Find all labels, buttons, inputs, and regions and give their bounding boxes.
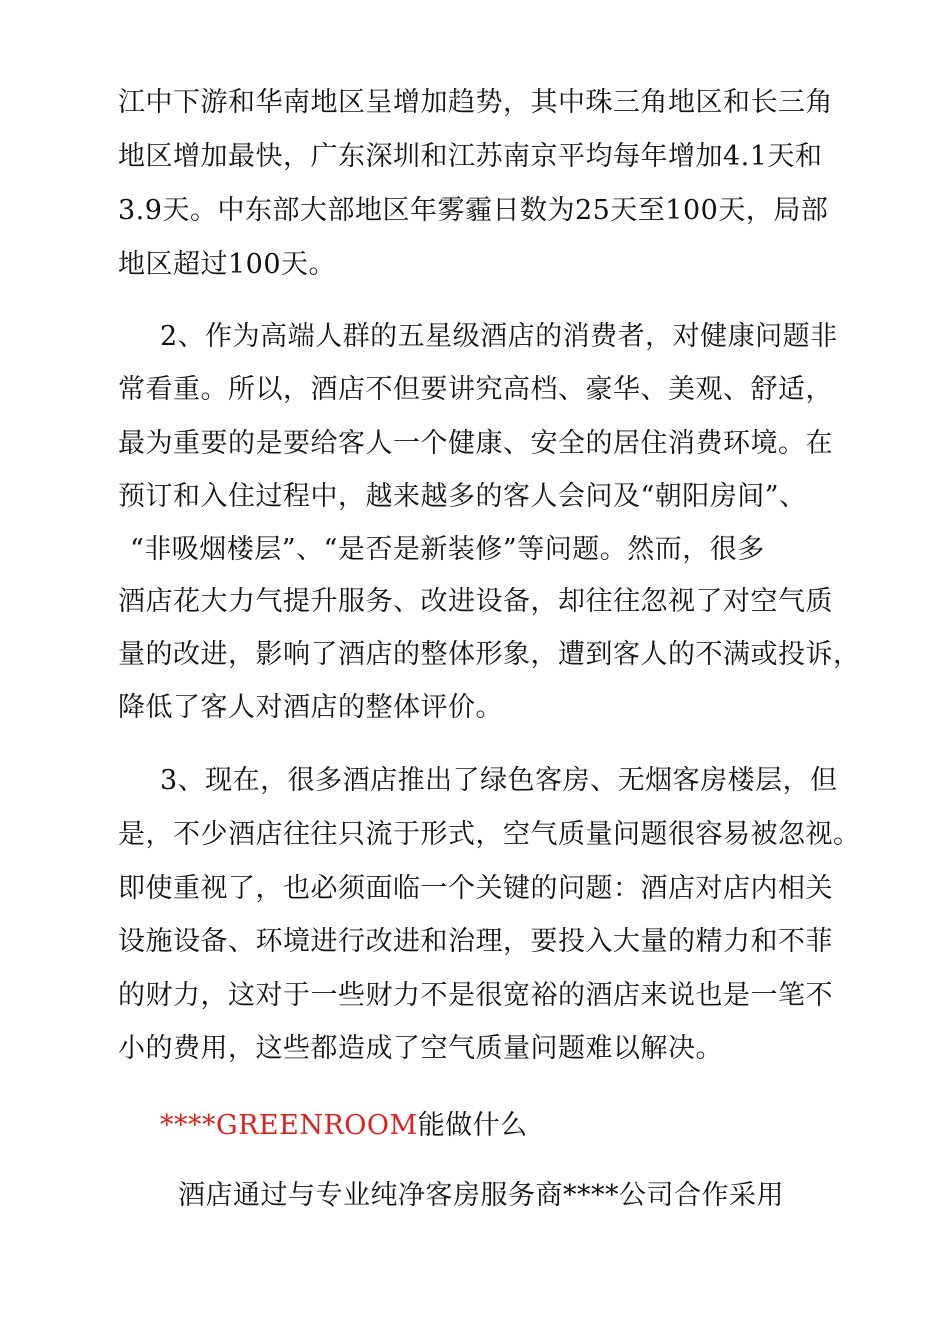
paragraph-3-line-1: 3、现在，很多酒店推出了绿色客房、无烟客房楼层，但 (160, 765, 838, 796)
paragraph-2-line-2: 常看重。所以，酒店不但要讲究高档、豪华、美观、舒适， (118, 374, 833, 405)
paragraph-3-line-4: 设施设备、环境进行改进和治理，要投入大量的精力和不菲 (118, 926, 833, 957)
heading-brand: ****GREENROOM (160, 1110, 418, 1141)
paragraph-2-line-6: 酒店花大力气提升服务、改进设备，却往往忽视了对空气质 (118, 586, 833, 617)
paragraph-1-line-3: 3.9天。中东部大部地区年雾霾日数为25天至100天，局部 (118, 195, 829, 226)
paragraph-2-line-5: “非吸烟楼层”、“是否是新装修”等问题。然而，很多 (130, 534, 765, 565)
paragraph-2-line-3: 最为重要的是要给客人一个健康、安全的居住消费环境。在 (118, 428, 833, 459)
paragraph-2-line-7: 量的改进，影响了酒店的整体形象，遭到客人的不满或投诉， (118, 639, 861, 670)
paragraph-3-line-2: 是，不少酒店往往只流于形式，空气质量问题很容易被忽视。 (118, 819, 861, 850)
closing-line: 酒店通过与专业纯净客房服务商****公司合作采用 (178, 1180, 784, 1211)
paragraph-2-line-8: 降低了客人对酒店的整体评价。 (118, 692, 503, 723)
paragraph-3-line-3: 即使重视了，也必须面临一个关键的问题：酒店对店内相关 (118, 873, 833, 904)
paragraph-1-line-4: 地区超过100天。 (118, 249, 337, 280)
paragraph-3-line-5: 的财力，这对于一些财力不是很宽裕的酒店来说也是一笔不 (118, 980, 833, 1011)
section-heading (160, 1109, 528, 1143)
paragraph-1-line-2: 地区增加最快，广东深圳和江苏南京平均每年增加4.1天和 (118, 141, 823, 172)
paragraph-1-line-1: 江中下游和华南地区呈增加趋势，其中珠三角地区和长三角 (118, 87, 833, 118)
paragraph-2-line-1: 2、作为高端人群的五星级酒店的消费者，对健康问题非 (160, 321, 838, 352)
heading-rest: 能做什么 (417, 1110, 528, 1141)
paragraph-3-line-6: 小的费用，这些都造成了空气质量问题难以解决。 (118, 1033, 723, 1064)
paragraph-2-line-4: 预订和入住过程中，越来越多的客人会问及“朝阳房间”、 (118, 481, 807, 512)
